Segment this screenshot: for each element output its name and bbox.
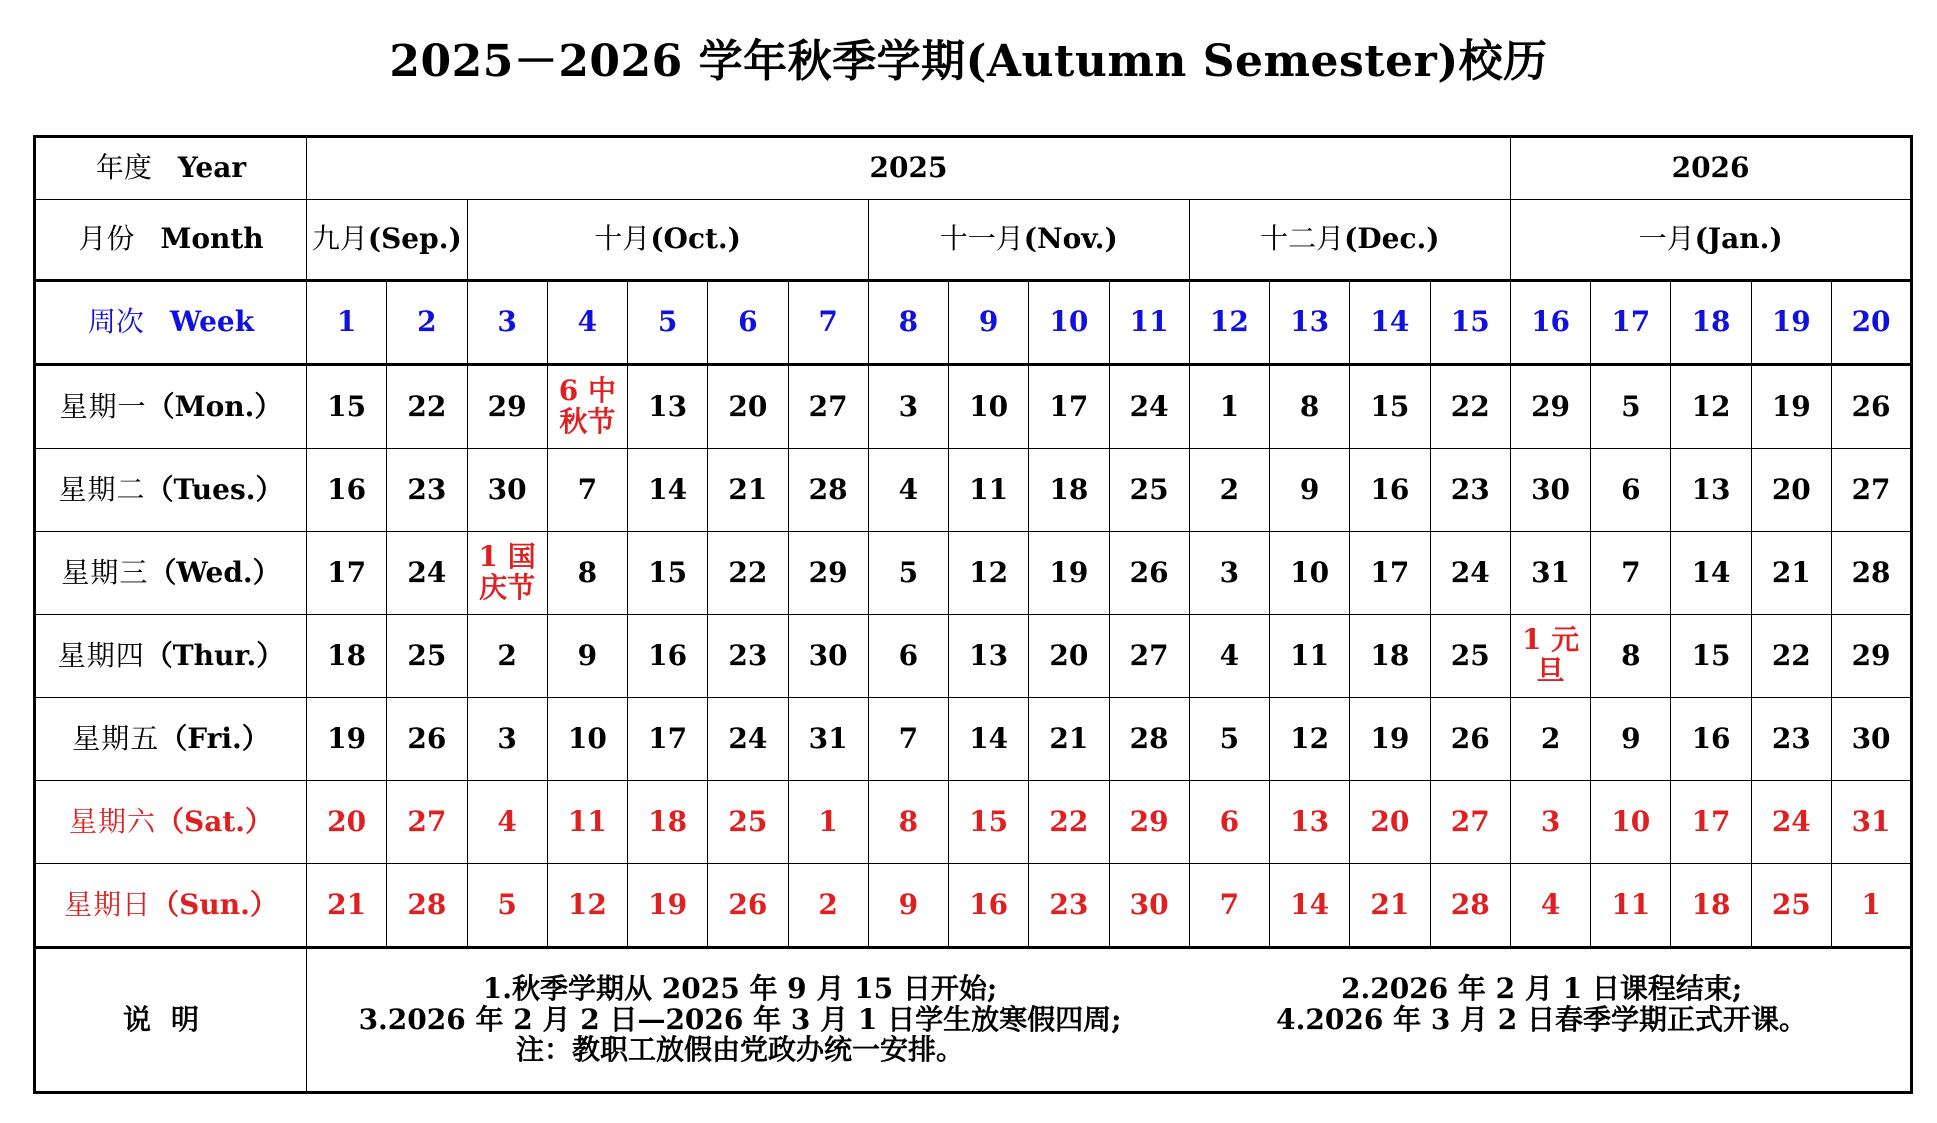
month-sep <box>307 200 468 281</box>
date-cell: 17 <box>628 698 708 781</box>
week-number: 20 <box>1831 281 1911 365</box>
date-cell: 13 <box>949 615 1029 698</box>
holiday-line: 庆节 <box>479 571 536 604</box>
notes-label: 说明 <box>35 948 307 1093</box>
date-cell: 11 <box>949 449 1029 532</box>
date-cell: 4 <box>467 781 547 864</box>
date-cell: 7 <box>868 698 948 781</box>
date-cell: 7 <box>1189 864 1269 948</box>
date-cell: 29 <box>1510 365 1590 449</box>
month-oct-zh: 十月 <box>594 222 651 256</box>
week-number: 14 <box>1350 281 1430 365</box>
date-cell: 26 <box>1430 698 1510 781</box>
date-cell: 1 <box>1189 365 1269 449</box>
page-title: 2025－2026 学年秋季学期(Autumn Semester)校历 <box>389 36 1548 87</box>
date-cell: 15 <box>628 532 708 615</box>
date-cell: 31 <box>1831 781 1911 864</box>
month-dec <box>1189 200 1510 281</box>
weekday-en: （Fri.） <box>159 721 270 755</box>
holiday-line: 1 国 <box>478 540 536 574</box>
date-cell: 4 <box>1189 615 1269 698</box>
notes-row <box>35 948 1912 1093</box>
month-header <box>35 200 307 281</box>
month-oct-en: (Oct.) <box>650 222 741 256</box>
date-cell: 17 <box>1029 365 1109 449</box>
weekday-en: （Tues.） <box>145 472 284 506</box>
date-cell: 11 <box>1270 615 1350 698</box>
date-cell: 17 <box>1671 781 1751 864</box>
date-cell: 18 <box>1029 449 1109 532</box>
date-cell: 29 <box>788 532 868 615</box>
holiday-cell <box>467 532 547 615</box>
date-cell: 21 <box>708 449 788 532</box>
weekday-label <box>35 615 307 698</box>
week-number: 9 <box>949 281 1029 365</box>
date-cell: 21 <box>1029 698 1109 781</box>
weekday-label <box>35 532 307 615</box>
date-cell: 18 <box>307 615 387 698</box>
date-cell: 26 <box>1109 532 1189 615</box>
date-cell: 20 <box>1350 781 1430 864</box>
week-number: 10 <box>1029 281 1109 365</box>
date-cell: 14 <box>1671 532 1751 615</box>
week-number: 3 <box>467 281 547 365</box>
day-row <box>35 532 1912 615</box>
date-cell: 29 <box>1831 615 1911 698</box>
weekday-en: （Thur.） <box>144 638 285 672</box>
day-row <box>35 365 1912 449</box>
date-cell: 9 <box>868 864 948 948</box>
weekday-label <box>35 365 307 449</box>
weekday-label <box>35 449 307 532</box>
date-cell: 26 <box>387 698 467 781</box>
date-cell: 28 <box>387 864 467 948</box>
date-cell: 22 <box>387 365 467 449</box>
date-cell: 28 <box>1831 532 1911 615</box>
week-number: 15 <box>1430 281 1510 365</box>
week-number: 16 <box>1510 281 1590 365</box>
date-cell: 21 <box>1350 864 1430 948</box>
date-cell: 7 <box>1591 532 1671 615</box>
notes-cell <box>307 948 1912 1093</box>
weekday-zh: 星期六 <box>68 804 156 838</box>
month-nov <box>868 200 1189 281</box>
year-header <box>35 137 307 200</box>
date-cell: 30 <box>1109 864 1189 948</box>
date-cell: 17 <box>307 532 387 615</box>
weekday-en: （Mon.） <box>146 389 283 423</box>
date-cell: 31 <box>1510 532 1590 615</box>
week-number: 11 <box>1109 281 1189 365</box>
holiday-line: 旦 <box>1536 654 1565 687</box>
date-cell: 27 <box>1430 781 1510 864</box>
week-number: 12 <box>1189 281 1269 365</box>
date-cell: 12 <box>1671 365 1751 449</box>
holiday-line: 6 中 <box>558 374 616 408</box>
day-row <box>35 615 1912 698</box>
date-cell: 24 <box>1751 781 1831 864</box>
month-sep-en: (Sep.) <box>367 222 462 256</box>
date-cell: 22 <box>1430 365 1510 449</box>
date-cell: 18 <box>1671 864 1751 948</box>
year-label-en: Year <box>177 151 247 185</box>
date-cell: 15 <box>949 781 1029 864</box>
date-cell: 16 <box>628 615 708 698</box>
date-cell: 5 <box>1591 365 1671 449</box>
week-number: 8 <box>868 281 948 365</box>
date-cell: 28 <box>1430 864 1510 948</box>
date-cell: 20 <box>708 365 788 449</box>
date-cell: 25 <box>1430 615 1510 698</box>
date-cell: 27 <box>1109 615 1189 698</box>
date-cell: 15 <box>307 365 387 449</box>
date-cell: 22 <box>1029 781 1109 864</box>
date-cell: 27 <box>387 781 467 864</box>
date-cell: 6 <box>1591 449 1671 532</box>
date-cell: 10 <box>1270 532 1350 615</box>
date-cell: 27 <box>788 365 868 449</box>
date-cell: 21 <box>1751 532 1831 615</box>
date-cell: 28 <box>788 449 868 532</box>
date-cell: 2 <box>1189 449 1269 532</box>
month-jan-zh: 一月 <box>1638 222 1695 256</box>
date-cell: 14 <box>949 698 1029 781</box>
date-cell: 19 <box>1029 532 1109 615</box>
date-cell: 9 <box>547 615 627 698</box>
day-row <box>35 781 1912 864</box>
month-dec-zh: 十二月 <box>1260 222 1345 256</box>
date-cell: 28 <box>1109 698 1189 781</box>
date-cell: 27 <box>1831 449 1911 532</box>
date-cell: 10 <box>547 698 627 781</box>
week-number: 7 <box>788 281 868 365</box>
date-cell: 24 <box>1109 365 1189 449</box>
month-jan <box>1510 200 1911 281</box>
weekday-zh: 星期五 <box>72 721 160 755</box>
date-cell: 2 <box>1510 698 1590 781</box>
year-2026-cell: 2026 <box>1510 137 1911 200</box>
date-cell: 14 <box>1270 864 1350 948</box>
note-item: 1.秋季学期从 2025 年 9 月 15 日开始; <box>482 971 998 1005</box>
date-cell: 24 <box>387 532 467 615</box>
date-cell: 16 <box>1350 449 1430 532</box>
date-cell: 22 <box>708 532 788 615</box>
week-label-en: Week <box>169 305 255 339</box>
date-cell: 12 <box>949 532 1029 615</box>
date-cell: 7 <box>547 449 627 532</box>
date-cell: 1 <box>788 781 868 864</box>
weekday-zh: 星期三 <box>61 555 149 589</box>
date-cell: 8 <box>868 781 948 864</box>
week-row <box>35 281 1912 365</box>
date-cell: 19 <box>1751 365 1831 449</box>
week-number: 4 <box>547 281 627 365</box>
week-header <box>35 281 307 365</box>
date-cell: 3 <box>868 365 948 449</box>
date-cell: 6 <box>1189 781 1269 864</box>
weekday-zh: 星期四 <box>57 638 145 672</box>
date-cell: 20 <box>307 781 387 864</box>
year-2025-cell: 2025 <box>307 137 1511 200</box>
day-row <box>35 449 1912 532</box>
date-cell: 4 <box>868 449 948 532</box>
date-cell: 9 <box>1270 449 1350 532</box>
date-cell: 6 <box>868 615 948 698</box>
date-cell: 24 <box>708 698 788 781</box>
month-dec-en: (Dec.) <box>1344 222 1440 256</box>
month-row <box>35 200 1912 281</box>
date-cell: 1 <box>1831 864 1911 948</box>
date-cell: 5 <box>1189 698 1269 781</box>
date-cell: 30 <box>788 615 868 698</box>
day-row <box>35 864 1912 948</box>
week-number: 19 <box>1751 281 1831 365</box>
month-label-zh: 月份 <box>78 222 135 256</box>
date-cell: 16 <box>949 864 1029 948</box>
date-cell: 16 <box>307 449 387 532</box>
month-nov-en: (Nov.) <box>1023 222 1118 256</box>
date-cell: 3 <box>1189 532 1269 615</box>
weekday-zh: 星期一 <box>59 389 147 423</box>
date-cell: 10 <box>1591 781 1671 864</box>
date-cell: 5 <box>467 864 547 948</box>
date-cell: 19 <box>1350 698 1430 781</box>
date-cell: 25 <box>1109 449 1189 532</box>
week-number: 6 <box>708 281 788 365</box>
date-cell: 26 <box>708 864 788 948</box>
date-cell: 24 <box>1430 532 1510 615</box>
date-cell: 8 <box>1270 365 1350 449</box>
date-cell: 19 <box>307 698 387 781</box>
note-item: 4.2026 年 3 月 2 日春季学期正式开课。 <box>1276 1002 1808 1036</box>
date-cell: 31 <box>788 698 868 781</box>
date-cell: 11 <box>547 781 627 864</box>
date-cell: 30 <box>1831 698 1911 781</box>
weekday-label <box>35 698 307 781</box>
week-number: 2 <box>387 281 467 365</box>
date-cell: 25 <box>1751 864 1831 948</box>
date-cell: 23 <box>1029 864 1109 948</box>
date-cell: 18 <box>628 781 708 864</box>
holiday-cell <box>547 365 627 449</box>
month-oct <box>467 200 868 281</box>
date-cell: 21 <box>307 864 387 948</box>
date-cell: 10 <box>949 365 1029 449</box>
date-cell: 2 <box>467 615 547 698</box>
date-cell: 18 <box>1350 615 1430 698</box>
date-cell: 2 <box>788 864 868 948</box>
date-cell: 8 <box>1591 615 1671 698</box>
date-cell: 15 <box>1671 615 1751 698</box>
date-cell: 23 <box>387 449 467 532</box>
weekday-en: （Sun.） <box>151 887 278 921</box>
date-cell: 26 <box>1831 365 1911 449</box>
date-cell: 25 <box>708 781 788 864</box>
week-number: 1 <box>307 281 387 365</box>
weekday-en: （Wed.） <box>148 555 281 589</box>
date-cell: 12 <box>547 864 627 948</box>
week-number: 5 <box>628 281 708 365</box>
month-nov-zh: 十一月 <box>939 222 1024 256</box>
date-cell: 16 <box>1671 698 1751 781</box>
date-cell: 12 <box>1270 698 1350 781</box>
date-cell: 25 <box>387 615 467 698</box>
week-label-zh: 周次 <box>87 305 144 339</box>
month-jan-en: (Jan.) <box>1694 222 1783 256</box>
date-cell: 20 <box>1751 449 1831 532</box>
date-cell: 13 <box>1270 781 1350 864</box>
date-cell: 29 <box>1109 781 1189 864</box>
date-cell: 23 <box>1430 449 1510 532</box>
weekday-zh: 星期日 <box>64 887 152 921</box>
date-cell: 13 <box>1671 449 1751 532</box>
date-cell: 17 <box>1350 532 1430 615</box>
date-cell: 29 <box>467 365 547 449</box>
note-item: 注：教职工放假由党政办统一安排。 <box>515 1033 964 1067</box>
date-cell: 30 <box>467 449 547 532</box>
weekday-zh: 星期二 <box>58 472 146 506</box>
date-cell: 20 <box>1029 615 1109 698</box>
weekday-en: （Sat.） <box>155 804 274 838</box>
date-cell: 15 <box>1350 365 1430 449</box>
holiday-cell <box>1510 615 1590 698</box>
date-cell: 8 <box>547 532 627 615</box>
weekday-label <box>35 781 307 864</box>
month-label-en: Month <box>160 222 264 256</box>
calendar-table <box>33 135 1913 1094</box>
date-cell: 5 <box>868 532 948 615</box>
date-cell: 22 <box>1751 615 1831 698</box>
week-number: 13 <box>1270 281 1350 365</box>
note-item: 2.2026 年 2 月 1 日课程结束; <box>1341 971 1743 1005</box>
date-cell: 19 <box>628 864 708 948</box>
date-cell: 3 <box>1510 781 1590 864</box>
weekday-label <box>35 864 307 948</box>
note-item: 3.2026 年 2 月 2 日—2026 年 3 月 1 日学生放寒假四周; <box>358 1002 1122 1036</box>
day-row <box>35 698 1912 781</box>
holiday-line: 1 元 <box>1521 623 1580 657</box>
year-label-zh: 年度 <box>95 151 152 185</box>
month-sep-zh: 九月 <box>311 222 368 256</box>
date-cell: 3 <box>467 698 547 781</box>
date-cell: 23 <box>708 615 788 698</box>
date-cell: 14 <box>628 449 708 532</box>
date-cell: 13 <box>628 365 708 449</box>
year-row <box>35 137 1912 200</box>
date-cell: 4 <box>1510 864 1590 948</box>
date-cell: 9 <box>1591 698 1671 781</box>
week-number: 18 <box>1671 281 1751 365</box>
week-number: 17 <box>1591 281 1671 365</box>
holiday-line: 秋节 <box>559 405 616 438</box>
date-cell: 30 <box>1510 449 1590 532</box>
date-cell: 11 <box>1591 864 1671 948</box>
date-cell: 23 <box>1751 698 1831 781</box>
